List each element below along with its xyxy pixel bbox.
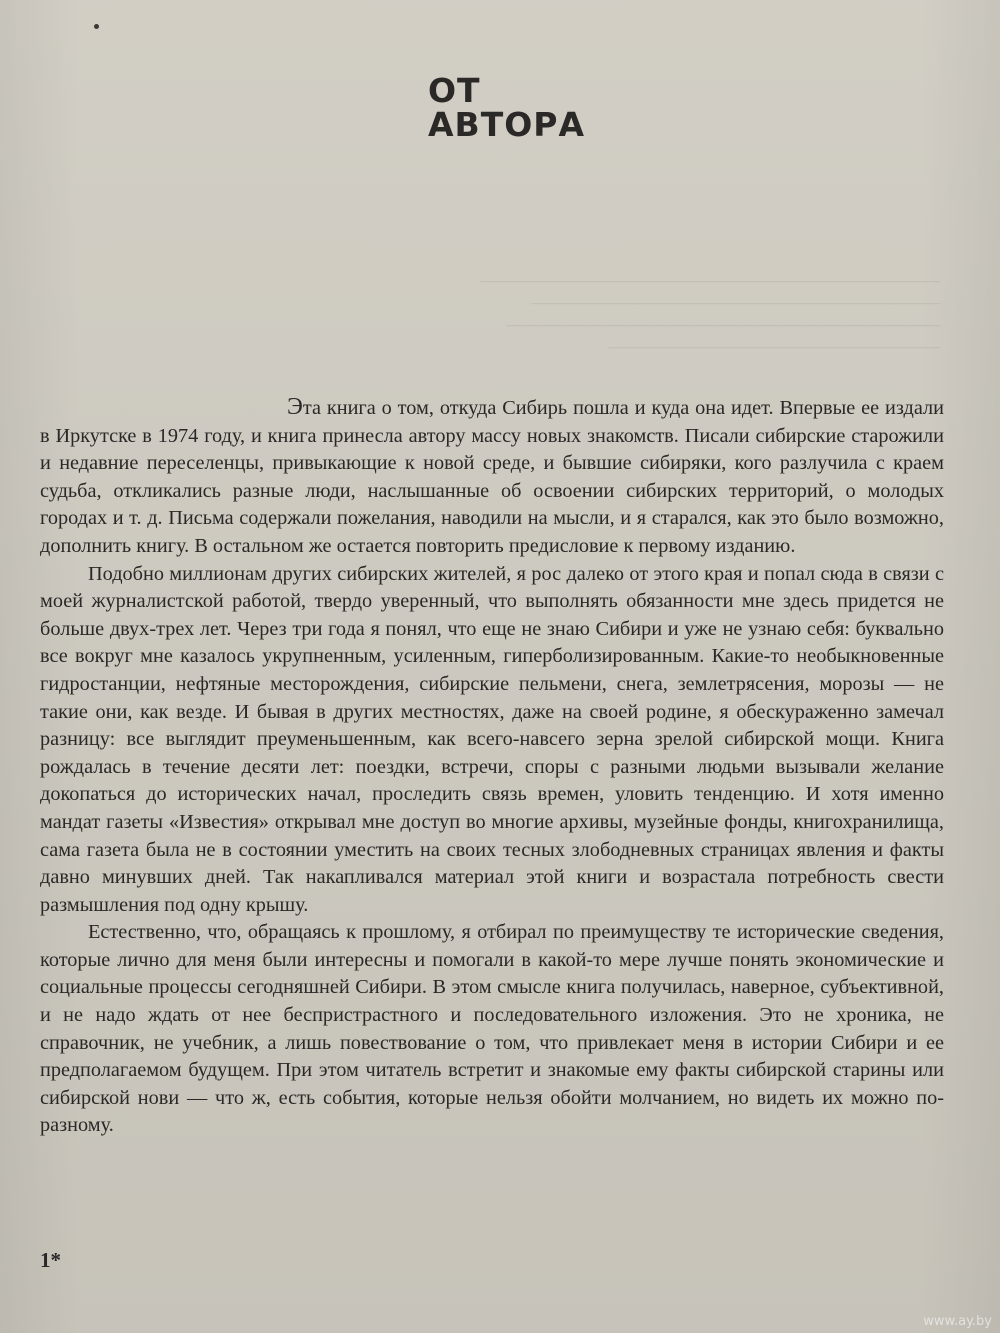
paragraph-3: Естественно, что, обращаясь к прошлому, я отбирал по преимуществу те исторические сведения, которые лично для меня были интересны и помогали в какой-то мере лучше понять экономические и социальные процессы сегодняшней Сибири. В этом смысле книга получилась, наверное, субъективной, и не надо ждать от нее беспристрастного и последовательного изложения. Это не хроника, не справочник, не учебник, а лишь повествование о том, что привлекает меня в истории Сибири и ее предполагаемом будущем. При этом читатель встретит и знакомые ему факты сибирской старины или сибирской нови — что ж, есть события, которые нельзя обойти молчанием, но видеть их можно по-разному. [40, 921, 944, 1137]
chapter-heading [428, 71, 585, 144]
bleed-through-text: ──────────────────────────────────── ──────────────────────────────── ────────────────────────────────── ────────────────────────── [480, 271, 940, 357]
heading-line-2: АВТОРА [428, 105, 585, 144]
body-text [40, 394, 944, 1140]
watermark: www.ay.by [923, 1314, 992, 1329]
drop-cap: Э [287, 394, 303, 420]
paragraph-1-text: та книга о том, откуда Сибирь пошла и куда она идет. Впервые ее издали в Иркутске в 1974 году, и книга принесла автору массу новых знакомств. Писали сибирские старожили и недавние переселенцы, привыкающие к новой среде, и бывшие сибиряки, кого разлучила с краем судьба, откликались разные люди, наслышанные об освоении сибирских территорий, о молодых городах и т. д. Письма содержали пожелания, наводили на мысли, и я старался, как это было возможно, дополнить книгу. В остальном же остается повторить предисловие к первому изданию. [40, 397, 944, 557]
heading-line-1: ОТ [428, 71, 481, 110]
paragraph-1 [40, 394, 944, 561]
ink-speck [94, 24, 99, 29]
page-number: 1* [40, 1248, 61, 1272]
paragraph-2: Подобно миллионам других сибирских жителей, я рос далеко от этого края и попал сюда в связи с моей журналистской работой, твердо уверенный, что выполнять обязанности мне здесь придется не больше двух-трех лет. Через три года я понял, что еще не знаю Сибири и уже не узнаю себя: буквально все вокруг мне казалось укрупненным, усиленным, гиперболизированным. Какие-то необыкновенные гидростанции, нефтяные месторождения, сибирские пельмени, снега, землетрясения, морозы — не такие они, как везде. И бывая в других местностях, даже на своей родине, я обескураженно замечал разницу: все выглядит преуменьшенным, как всего-навсего зерна зрелой сибирской мощи. Книга рождалась в течение десяти лет: поездки, встречи, споры с разными людьми вызывали желание докопаться до исторических начал, проследить связь времен, уловить тенденцию. И хотя именно мандат газеты «Известия» открывал мне доступ во многие архивы, музейные фонды, книгохранилища, сама газета была не в состоянии уместить на своих тесных злободневных страницах явления и факты давно минувших дней. Так накапливался материал этой книги и возрастала потребность свести размышления под одну крышу. [40, 562, 944, 916]
